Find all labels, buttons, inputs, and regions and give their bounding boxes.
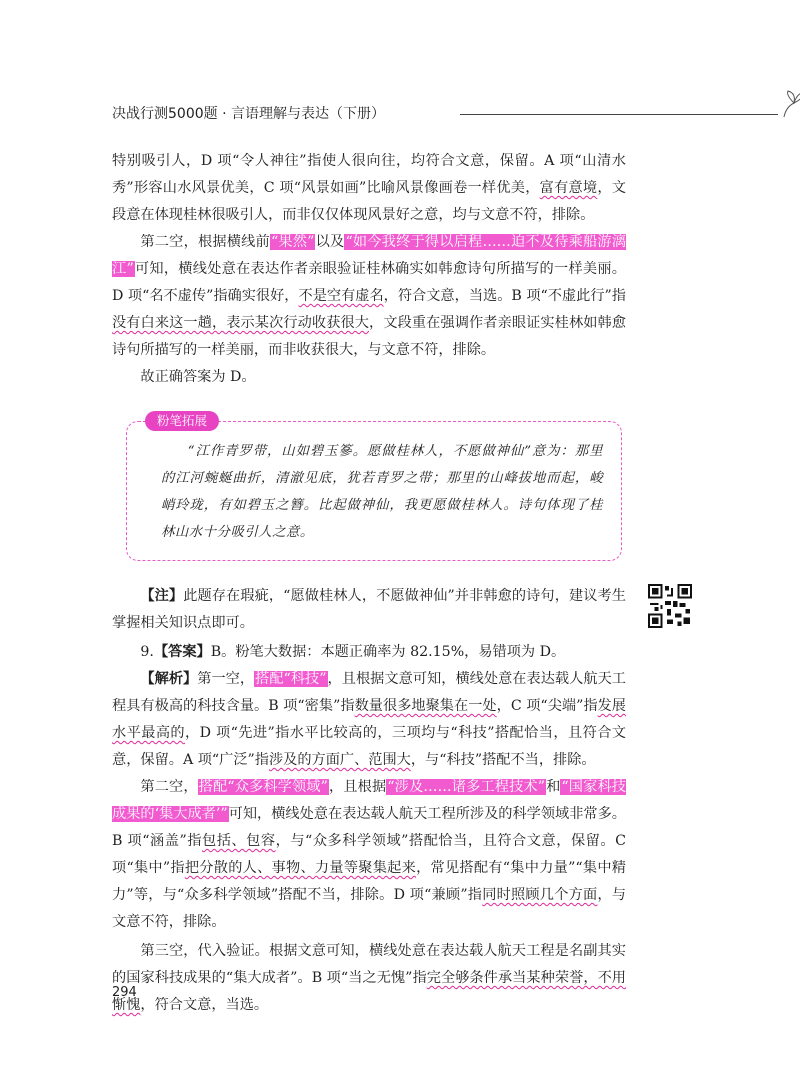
underlined-text: 包括、包容 [201,833,276,849]
paragraph: 第二空，搭配“众多科学领域”，且根据“涉及……诸多工程技术”和“国家科技成果的‘集大成者’”可知，横线处意在表达载人航天工程所涉及的科学领域非常多。B 项“涵盖”指包括、包容，与“众多科学领域”搭配恰当，且符合文意，保留。C 项“集中”指把分散的人、事物、力量等聚集起来，常见搭配有“集中力量”“集中精力”等，与“众多科学领域”搭配不当，排除。D 项“兼顾”指同时照顾几个方面，与文意不符，排除。 [112,779,626,930]
underlined-text: 不是空有虚名 [298,288,384,304]
qr-code-icon[interactable] [648,584,692,628]
highlight: “果然” [270,234,315,250]
analysis-paragraph: 【解析】第一空，搭配“科技”，且根据文意可知，横线处意在表达载人航天工程具有极高的科技含量。B 项“密集”指数量很多地聚集在一处，C 项“尖端”指发展水平最高的，D 项“先进”指水平比较高的，三项均与“科技”搭配恰当，且符合文意，保留。A 项“广泛”指涉及的方面广、范围大，与“科技”搭配不当，排除。 [112,671,626,768]
extension-box [126,413,622,561]
underlined-text: 没有白来这一趟，表示某次行动收获很大 [112,315,370,331]
running-header [112,103,692,125]
extension-text: “江作青罗带，山如碧玉篸。愿做桂林人，不愿做神仙”意为：那里的江河蜿蜒曲折，清澈见底，犹若青罗之带；那里的山峰拔地而起，峻峭玲珑，有如碧玉之簪。比起做神仙，我更愿做桂林人。诗句体现了桂林山水十分吸引人之意。 [161,444,603,540]
page-number: 294 [112,985,137,1000]
analysis-label: 【解析】 [140,671,198,687]
highlight: 搭配“众多科学领域” [198,779,328,795]
answer-line: 故正确答案为 D。 [140,369,256,385]
extension-tag: 粉笔拓展 [145,411,219,431]
answer-label: 【答案】 [153,644,211,660]
underlined-text: 把分散的人、事物、力量等聚集起来 [184,860,417,876]
note-paragraph: 【注】此题存在瑕疵，“愿做桂林人，不愿做神仙”并非韩愈的诗句，建议考生掌握相关知识点即可。 [112,588,626,631]
paragraph: 特别吸引人，D 项“令人神往”指使人很向往，均符合文意，保留。A 项“山清水秀”形容山水风景优美，C 项“风景如画”比喻风景像画卷一样优美，富有意境，文段意在体现桂林很吸引人，而非仅仅体现风景好之意，均与文意不符，排除。 [112,153,626,223]
book-title: 决战行测5000题 · 言语理解与表达（下册） [112,106,385,122]
highlight: 搭配“科技” [255,671,327,687]
highlight: “涉及……诸多工程技术” [387,779,545,795]
underlined-text: 同时照顾几个方面 [482,887,598,903]
main-content [112,148,626,1019]
underlined-text: 数量很多地聚集在一处 [354,698,497,714]
paragraph: 第二空，根据横线前“果然”以及“如今我终于得以启程……迫不及待乘船游漓江”可知，横线处意在表达作者亲眼验证桂林确实如韩愈诗句所描写的一样美丽。D 项“名不虚传”指确实很好，不是空有虚名，符合文意，当选。B 项“不虚此行”指没有白来这一趟，表示某次行动收获很大，文段重在强调作者亲眼证实桂林如韩愈诗句所描写的一样美丽，而非收获很大，与文意不符，排除。 [112,234,626,358]
header-rule [460,114,778,115]
paragraph: 第三空，代入验证。根据文意可知，横线处意在表达载人航天工程是名副其实的国家科技成果的“集大成者”。B 项“当之无愧”指完全够条件承当某种荣誉，不用惭愧，符合文意，当选。 [112,943,626,1013]
underlined-text: 完全够条件承当某种荣誉，不用惭愧 [112,970,626,1013]
sprout-icon [780,89,800,119]
underlined-text: 富有意境 [539,180,598,196]
underlined-text: 发展水平最高的 [112,698,626,741]
highlight: “国家科技成果的‘集大成者’” [112,779,626,822]
highlight: “如今我终于得以启程……迫不及待乘船游漓江” [112,234,626,277]
note-label: 【注】 [140,588,184,604]
answer-paragraph: 9.【答案】B。粉笔大数据：本题正确率为 82.15%，易错项为 D。 [140,644,566,660]
underlined-text: 涉及的方面广、范围大 [268,752,411,768]
